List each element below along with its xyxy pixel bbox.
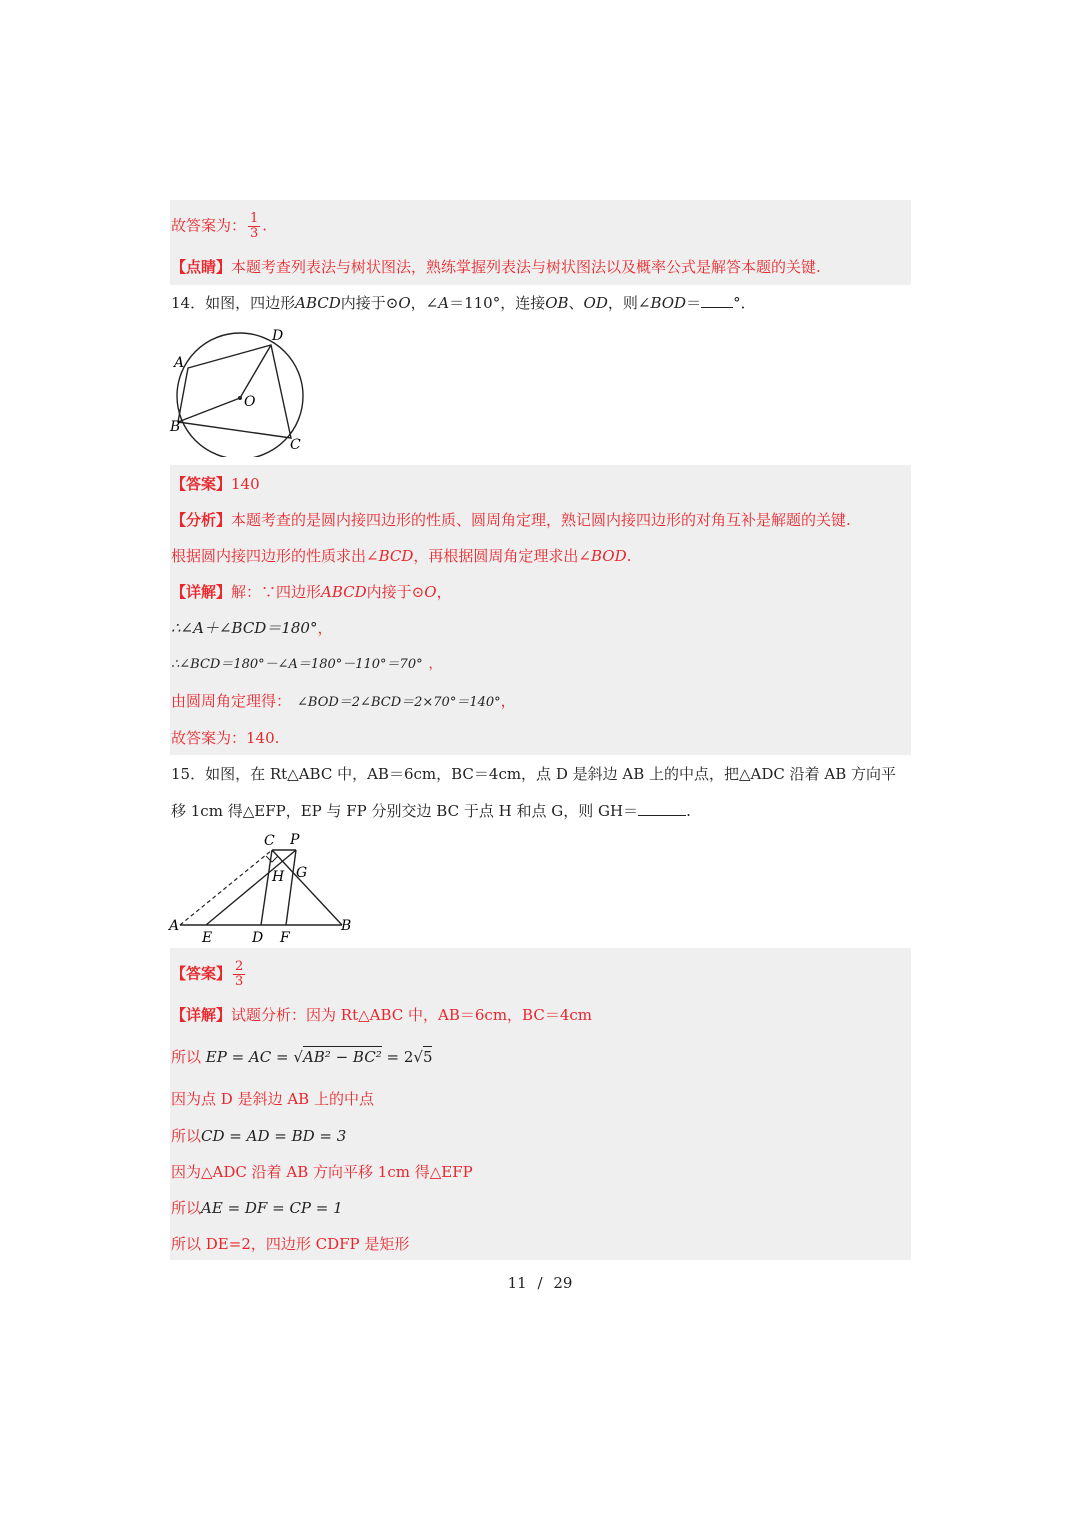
- prev-answer-line: 故答案为： $\frac{1}{3}$ .: [171, 211, 268, 241]
- note-tag: 【点睛】: [171, 258, 232, 276]
- q15-line-2: 所以 EP = AC = √AB² − BC² = 2√5: [171, 1048, 433, 1066]
- segment-cd: [261, 850, 272, 925]
- label-p: P: [290, 832, 300, 848]
- sqrt-expression: √AB² − BC²: [293, 1048, 382, 1066]
- q14-analysis: 【分析】本题考查的是圆内接四边形的性质、圆周角定理，熟记圆内接四边形的对角互补是解题的关键.: [171, 511, 851, 529]
- label-e: E: [202, 930, 213, 946]
- q14-analysis-2: 根据圆内接四边形的性质求出∠BCD，再根据圆周角定理求出∠BOD.: [171, 547, 632, 565]
- q15-triangle-figure: [168, 828, 358, 946]
- segment-ob: [178, 398, 240, 422]
- q15-question-line-1: 15．如图，在 Rt△ABC 中，AB＝6cm，BC＝4cm，点 D 是斜边 AB 上的中点，把△ADC 沿着 AB 方向平: [171, 765, 897, 783]
- page-number: 11 / 29: [507, 1274, 573, 1292]
- q15-detail: 【详解】试题分析：因为 Rt△ABC 中，AB＝6cm，BC＝4cm: [171, 1006, 592, 1024]
- label-a: A: [174, 355, 185, 371]
- label-c: C: [290, 437, 301, 453]
- q15-line-7: 所以 DE=2，四边形 CDFP 是矩形: [171, 1235, 410, 1253]
- label-g: G: [296, 865, 308, 881]
- label-h: H: [272, 869, 285, 885]
- circle-o: [177, 333, 303, 457]
- segment-fp: [286, 850, 296, 925]
- q14-answer: 【答案】140: [171, 475, 260, 493]
- q14-question: 14．如图，四边形ABCD内接于⊙O，∠A＝110°，连接OB、OD，则∠BOD＝ °．: [171, 294, 756, 312]
- label-d: D: [272, 328, 284, 344]
- q14-final: 故答案为：140.: [171, 729, 280, 747]
- q15-line-3: 因为点 D 是斜边 AB 上的中点: [171, 1090, 374, 1108]
- label-a: A: [169, 918, 180, 934]
- segment-ac-dashed: [180, 850, 272, 925]
- label-b: B: [341, 918, 352, 934]
- answer-blank: [638, 801, 686, 816]
- quadrilateral-abcd: [178, 345, 291, 438]
- q14-step-3: 由圆周角定理得： ∠BOD＝2∠BCD＝2×70°＝140°，: [171, 692, 516, 710]
- prev-note-line: 【点睛】本题考查列表法与树状图法，熟练掌握列表法与树状图法以及概率公式是解答本题的关键.: [171, 258, 821, 276]
- q14-step-1: ∴∠A＋∠BCD＝180°，: [171, 619, 333, 637]
- q14-circle-figure: [168, 325, 318, 457]
- q15-answer: 【答案】 $\frac{2}{3}$: [171, 959, 244, 989]
- q15-answer-fraction: $\frac{2}{3}$: [235, 959, 244, 989]
- answer-blank: [701, 293, 733, 308]
- prev-answer-fraction: $\frac{1}{3}$: [250, 211, 259, 241]
- q15-line-6: 所以AE = DF = CP = 1: [171, 1199, 343, 1217]
- q14-step-2: ∴∠BCD＝180°－∠A＝180°－110°＝70° ，: [171, 657, 442, 672]
- segment-ep: [206, 850, 296, 925]
- label-f: F: [280, 930, 290, 946]
- label-o: O: [244, 394, 256, 410]
- q15-question-line-2: 移 1cm 得△EFP，EP 与 FP 分别交边 BC 于点 H 和点 G，则 GH＝ .: [171, 802, 691, 820]
- q14-detail: 【详解】解：∵四边形ABCD内接于⊙O，: [171, 583, 452, 601]
- q15-line-5: 因为△ADC 沿着 AB 方向平移 1cm 得△EFP: [171, 1163, 473, 1181]
- label-d: D: [252, 930, 264, 946]
- label-c: C: [264, 833, 275, 849]
- center-dot: [238, 396, 242, 400]
- q15-line-4: 所以CD = AD = BD = 3: [171, 1127, 347, 1145]
- right-angle-mark: [266, 856, 278, 862]
- label-b: B: [170, 419, 181, 435]
